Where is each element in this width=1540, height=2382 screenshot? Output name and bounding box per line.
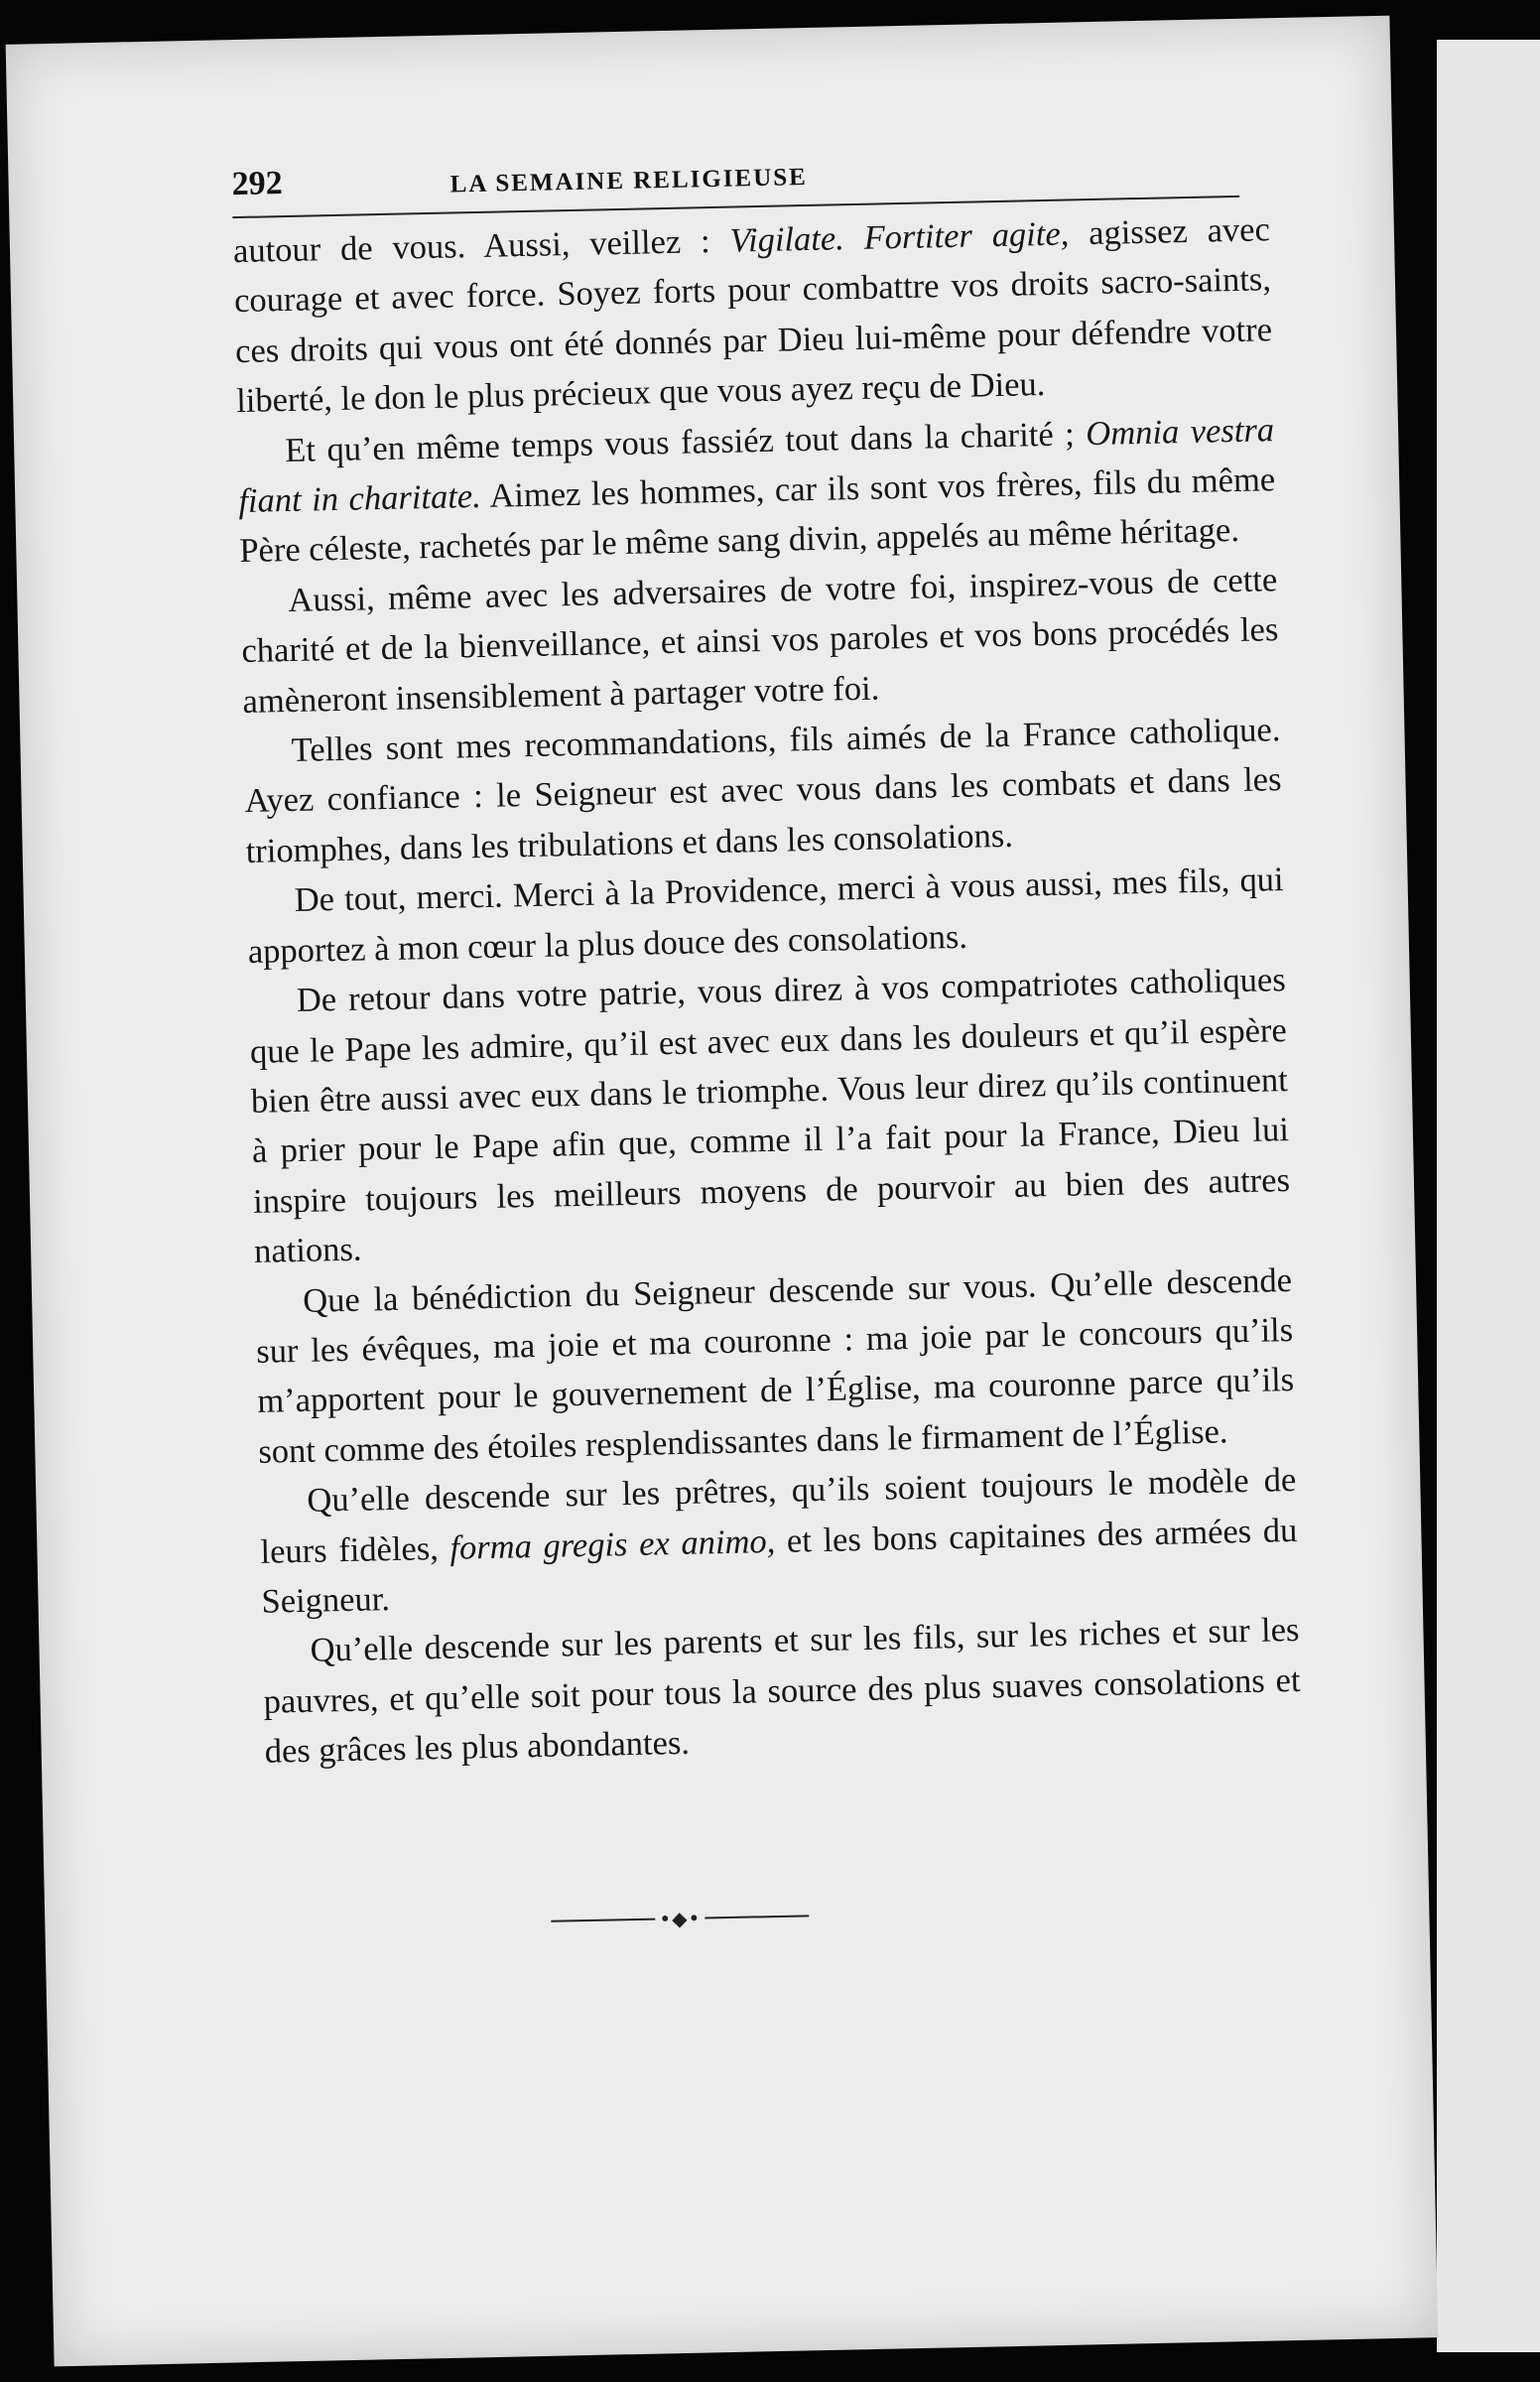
paragraph-p8 xyxy=(259,1455,1299,1627)
text-run: De tout, merci. Merci à la Providence, merci à vous aussi, mes fils, qui apportez à mon cœur la plus douce des consolations. xyxy=(247,860,1284,971)
paragraph-p7 xyxy=(255,1256,1296,1477)
page-header xyxy=(231,123,1244,203)
body-text xyxy=(233,204,1302,1777)
text-run: autour de vous. Aussi, veillez : xyxy=(232,221,730,271)
text-run: Aimez les hommes, car ils sont vos frères, fils du même Père céleste, rachetés par le même sang divin, appelés au même héritage. xyxy=(238,461,1276,571)
paragraph-p1 xyxy=(233,204,1274,426)
text-run: Et qu’en même temps vous fassiéz tout dans la charité ; xyxy=(284,414,1087,469)
text-run: Telles sont mes recommandations, fils aimés de la France catholique. Ayez confiance : le Seigneur est avec vous dans les combats et dans les triomphes, dans les tribulations et dans les consolations. xyxy=(244,711,1282,870)
text-run: Aussi, même avec les adversaires de votre foi, inspirez-vous de cette charité et de la bienveillance, et ainsi vos paroles et vos bons procédés les amèneront insensiblement à partager votre foi. xyxy=(241,560,1279,721)
ornament-line-right xyxy=(705,1915,809,1919)
text-run: Que la bénédiction du Seigneur descende sur vous. Qu’elle descende sur les évêques, ma joie et ma couronne : ma joie par le concours qu’ils m’apportent pour le gouvernement de l’Église, ma couronne parce qu’ils sont comme des étoiles resplendissantes dans le firmament de l’Église. xyxy=(255,1260,1295,1471)
text-run: et les bons capitaines des armées du Seigneur. xyxy=(261,1511,1298,1621)
paragraph-p3 xyxy=(240,555,1280,727)
text-run: Qu’elle descende sur les parents et sur les fils, sur les riches et sur les pauvres, et qu’elle soit pour tous la source des plus suaves consolations et des grâces les plus abondantes. xyxy=(263,1611,1301,1771)
paragraph-p9 xyxy=(262,1605,1302,1777)
ornament-glyph: •◆• xyxy=(659,1906,702,1931)
page-number: 292 xyxy=(231,165,284,203)
text-run: Qu’elle descende sur les prêtres, qu’ils soient toujours le modèle de leurs fidèles, xyxy=(260,1461,1297,1571)
ornament-line-left xyxy=(551,1919,655,1922)
paragraph-p4 xyxy=(243,705,1283,876)
latin-phrase: forma gregis ex animo, xyxy=(449,1522,776,1567)
latin-phrase: Omnia vestra fiant in charitate. xyxy=(237,410,1275,521)
end-ornament xyxy=(551,1904,809,1932)
book-page xyxy=(6,16,1439,2367)
paragraph-p2 xyxy=(237,405,1277,577)
running-head: LA SEMAINE RELIGIEUSE xyxy=(449,163,809,198)
text-run: De retour dans votre patrie, vous direz à vos compatriotes catholiques que le Pape les admire, qu’il est avec eux dans les douleurs et qu’il espère bien être aussi avec eux dans le triomphe. Vous leur direz qu’ils continuent à prier pour le Pape afin que, comme il l’a fait pour la France, Dieu lui inspire toujours les meilleurs moyens de pourvoir au bien des autres nations. xyxy=(249,961,1291,1271)
latin-phrase: Vigilate. Fortiter agite, xyxy=(729,214,1070,260)
paragraph-p6 xyxy=(248,955,1291,1276)
facing-page-edge xyxy=(1437,40,1540,2352)
text-run: agissez avec courage et avec force. Soyez forts pour combattre vos droits sacro-saints, ces droits qui vous ont été donnés par Dieu lui-même pour défendre votre liberté, le don le plus précieux que vous ayez reçu de Dieu. xyxy=(233,210,1273,421)
